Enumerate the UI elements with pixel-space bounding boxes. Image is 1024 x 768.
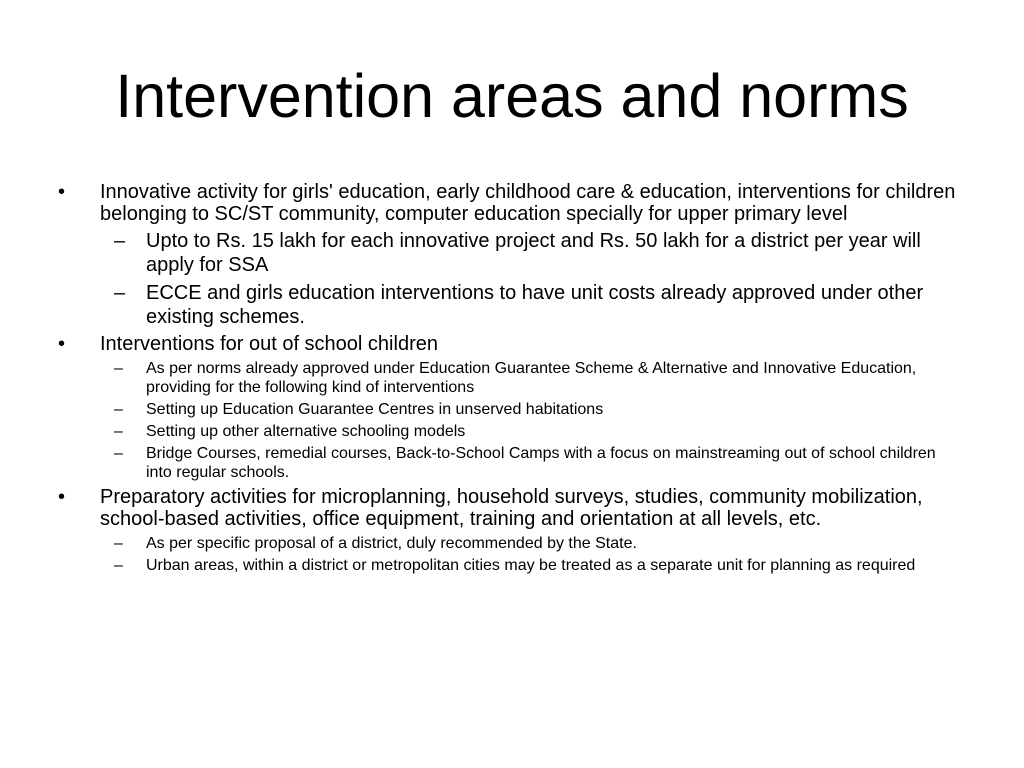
bullet-icon: • — [58, 181, 66, 203]
sub-point-3-2 — [0, 556, 936, 575]
bullet-icon: • — [58, 486, 66, 508]
sub-point-text: Setting up Education Guarantee Centres in unserved habitations — [146, 401, 604, 418]
dash-icon: – — [114, 445, 123, 462]
dash-icon: – — [114, 557, 123, 574]
sub-point-3-1 — [0, 534, 936, 553]
bullet-point-2 — [0, 333, 962, 355]
sub-point-2-1 — [0, 359, 936, 397]
sub-point-2-2 — [0, 400, 936, 419]
sub-point-text: As per specific proposal of a district, duly recommended by the State. — [146, 535, 637, 552]
sub-point-2-4 — [0, 444, 936, 482]
bullet-point-3 — [0, 486, 962, 530]
sub-point-1-1 — [0, 229, 946, 277]
bullet-point-1 — [0, 181, 962, 225]
sub-list-3 — [0, 534, 1024, 575]
sub-point-text: ECCE and girls education interventions to have unit costs already approved under other existing schemes. — [146, 282, 924, 328]
sub-list-2 — [0, 359, 1024, 482]
bullet-point-text: Preparatory activities for microplanning, household surveys, studies, community mobilization, school-based activities, office equipment, training and orientation at all levels, etc. — [100, 486, 923, 530]
dash-icon: – — [114, 230, 126, 252]
sub-point-1-2 — [0, 281, 946, 329]
bullet-icon: • — [58, 333, 66, 355]
sub-point-text: Bridge Courses, remedial courses, Back-to-School Camps with a focus on mainstreaming out of school children into regular schools. — [146, 445, 936, 481]
dash-icon: – — [114, 535, 123, 552]
bullet-point-text: Innovative activity for girls' education, early childhood care & education, interventions for children belonging to SC/ST community, computer education specially for upper primary level — [100, 181, 956, 225]
dash-icon: – — [114, 360, 123, 377]
sub-point-text: Urban areas, within a district or metropolitan cities may be treated as a separate unit for planning as required — [146, 557, 916, 574]
slide-title: Intervention areas and norms — [115, 62, 909, 130]
sub-list-1 — [0, 229, 1024, 329]
slide-body — [0, 181, 1024, 579]
sub-point-text: As per norms already approved under Education Guarantee Scheme & Alternative and Innovative Education, providing for the following kind of interventions — [146, 360, 917, 396]
sub-point-text: Setting up other alternative schooling models — [146, 423, 466, 440]
sub-point-text: Upto to Rs. 15 lakh for each innovative project and Rs. 50 lakh for a district per year will apply for SSA — [146, 230, 921, 276]
dash-icon: – — [114, 282, 126, 304]
sub-point-2-3 — [0, 422, 936, 441]
dash-icon: – — [114, 401, 123, 418]
dash-icon: – — [114, 423, 123, 440]
bullet-point-text: Interventions for out of school children — [100, 333, 438, 355]
